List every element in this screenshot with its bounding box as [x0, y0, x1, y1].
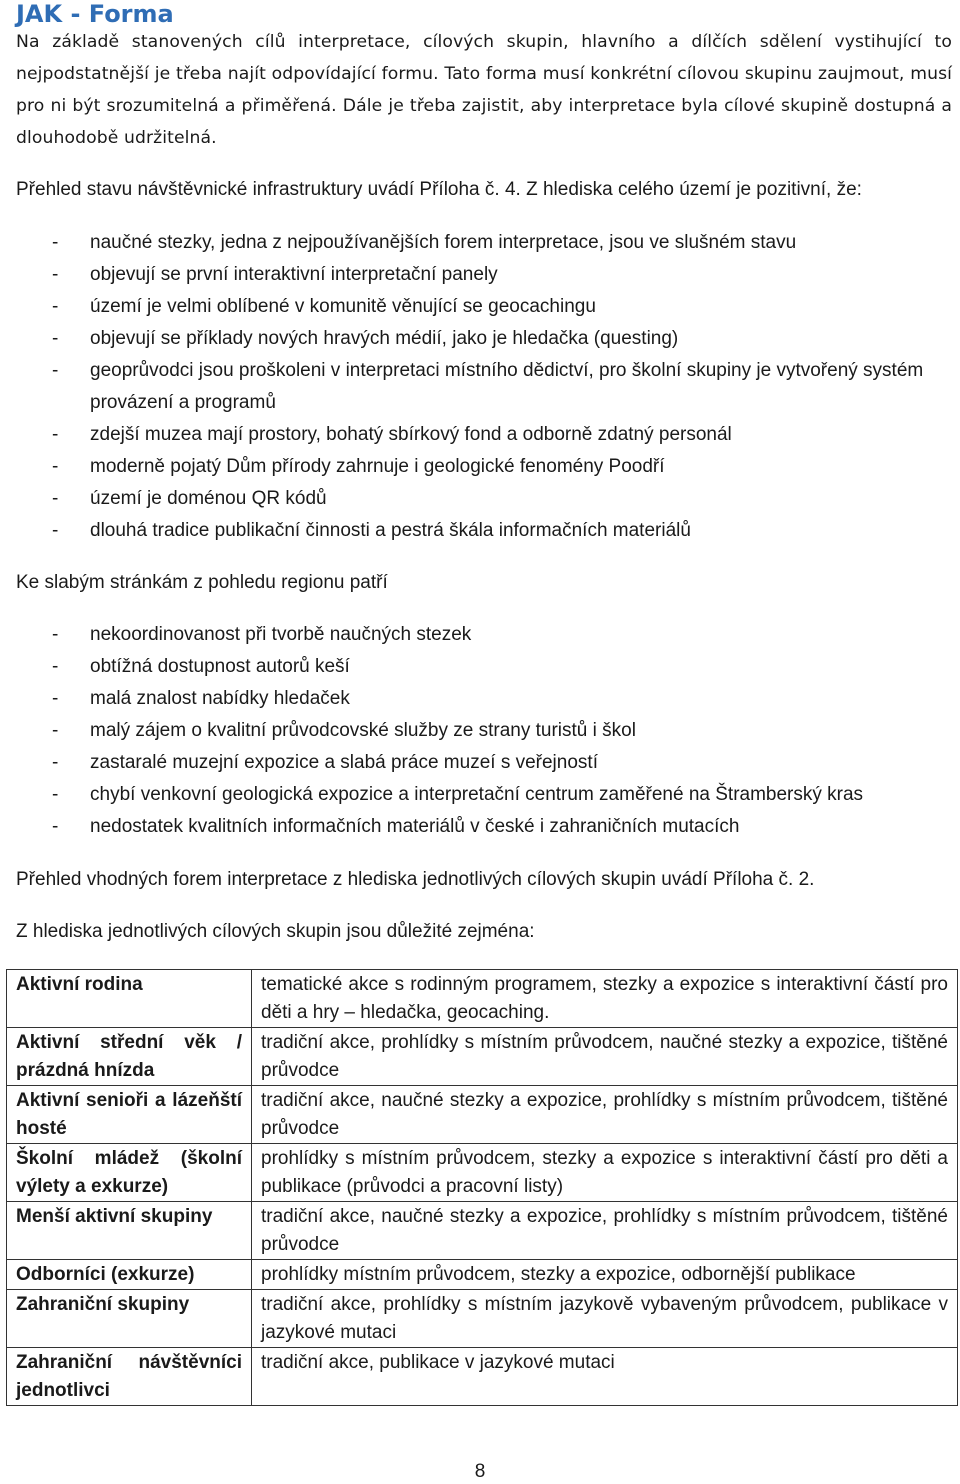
list-item	[16, 419, 956, 451]
dash-bullet: -	[52, 752, 59, 773]
strengths-list	[16, 227, 956, 547]
interpretation-forms-cell: prohlídky místním průvodcem, stezky a expozice, odbornější publikace	[252, 1260, 958, 1290]
overview-paragraph: Přehled stavu návštěvnické infrastruktury uvádí Příloha č. 4. Z hlediska celého území je pozitivní, že:	[16, 179, 862, 200]
list-item-text: nekoordinovanost při tvorbě naučných stezek	[90, 624, 472, 645]
list-item	[16, 683, 956, 715]
list-item	[16, 227, 956, 259]
list-item	[16, 747, 956, 779]
weaknesses-list	[16, 619, 956, 843]
list-item-text: nedostatek kvalitních informačních materiálů v české i zahraničních mutacích	[90, 816, 740, 837]
list-item-text: malá znalost nabídky hledaček	[90, 688, 350, 709]
dash-bullet: -	[52, 488, 59, 509]
dash-bullet: -	[52, 296, 59, 317]
list-item	[16, 651, 956, 683]
list-item-text: naučné stezky, jedna z nejpoužívanějších forem interpretace, jsou ve slušném stavu	[90, 232, 797, 253]
dash-bullet: -	[52, 424, 59, 445]
weaknesses-intro: Ke slabým stránkám z pohledu regionu patří	[16, 572, 388, 593]
target-group-cell: Menší aktivní skupiny	[7, 1202, 252, 1260]
list-item	[16, 259, 956, 291]
dash-bullet: -	[52, 624, 59, 645]
target-group-cell: Aktivní rodina	[7, 970, 252, 1028]
table-row	[7, 1144, 958, 1202]
table-row	[7, 1260, 958, 1290]
list-item	[16, 291, 956, 323]
list-item-text: moderně pojatý Dům přírody zahrnuje i geologické fenomény Poodří	[90, 456, 665, 477]
table-row	[7, 1290, 958, 1348]
dash-bullet: -	[52, 784, 59, 805]
list-item-text: malý zájem o kvalitní průvodcovské služby ze strany turistů i škol	[90, 720, 636, 741]
target-group-cell: Odborníci (exkurze)	[7, 1260, 252, 1290]
dash-bullet: -	[52, 232, 59, 253]
dash-bullet: -	[52, 688, 59, 709]
list-item	[16, 515, 956, 547]
list-item	[16, 779, 956, 811]
target-groups-table	[6, 969, 958, 1406]
list-item	[16, 619, 956, 651]
intro-paragraph: Na základě stanovených cílů interpretace, cílových skupin, hlavního a dílčích sdělení vystihující to nejpodstatnější je třeba najít odpovídající formu. Tato forma musí konkrétní cílovou skupinu zaujmout, musí pro ni být srozumitelná a přiměřená. Dále je třeba zajistit, aby interpretace byla cílové skupině dostupná a dlouhodobě udržitelná.	[16, 32, 952, 148]
interpretation-forms-cell: prohlídky s místním průvodcem, stezky a expozice s interaktivní částí pro děti a publikace (průvodci a pracovní listy)	[252, 1144, 958, 1202]
list-item-text: dlouhá tradice publikační činnosti a pestrá škála informačních materiálů	[90, 520, 691, 541]
groups-intro-paragraph: Z hlediska jednotlivých cílových skupin jsou důležité zejména:	[16, 921, 535, 942]
target-group-cell: Školní mládež (školní výlety a exkurze)	[7, 1144, 252, 1202]
dash-bullet: -	[52, 264, 59, 285]
table-row	[7, 1202, 958, 1260]
dash-bullet: -	[52, 328, 59, 349]
table-row	[7, 1348, 958, 1406]
dash-bullet: -	[52, 816, 59, 837]
list-item-text: chybí venkovní geologická expozice a interpretační centrum zaměřené na Štramberský kras	[90, 784, 864, 805]
target-group-cell: Aktivní senioři a lázeňští hosté	[7, 1086, 252, 1144]
list-item-text: území je doménou QR kódů	[90, 488, 327, 509]
target-group-cell: Aktivní střední věk / prázdná hnízda	[7, 1028, 252, 1086]
dash-bullet: -	[52, 456, 59, 477]
dash-bullet: -	[52, 360, 59, 381]
dash-bullet: -	[52, 520, 59, 541]
dash-bullet: -	[52, 720, 59, 741]
list-item-text: obtížná dostupnost autorů keší	[90, 656, 350, 677]
list-item	[16, 483, 956, 515]
list-item	[16, 715, 956, 747]
list-item-text: objevují se první interaktivní interpretační panely	[90, 264, 498, 285]
target-group-cell: Zahraniční návštěvníci jednotlivci	[7, 1348, 252, 1406]
interpretation-forms-cell: tradiční akce, prohlídky s místním jazykově vybaveným průvodcem, publikace v jazykové mutaci	[252, 1290, 958, 1348]
list-item	[16, 811, 956, 843]
interpretation-forms-cell: tradiční akce, publikace v jazykové mutaci	[252, 1348, 958, 1406]
list-item-text: území je velmi oblíbené v komunitě věnující se geocachingu	[90, 296, 596, 317]
list-item	[16, 323, 956, 355]
list-item-text: zdejší muzea mají prostory, bohatý sbírkový fond a odborně zdatný personál	[90, 424, 732, 445]
list-item	[16, 355, 956, 419]
list-item-text: objevují se příklady nových hravých médií, jako je hledačka (questing)	[90, 328, 679, 349]
list-item-text: zastaralé muzejní expozice a slabá práce muzeí s veřejností	[90, 752, 598, 773]
interpretation-forms-cell: tradiční akce, naučné stezky a expozice, prohlídky s místním průvodcem, tištěné průvodce	[252, 1202, 958, 1260]
interpretation-forms-cell: tematické akce s rodinným programem, stezky a expozice s interaktivní částí pro děti a hry – hledačka, geocaching.	[252, 970, 958, 1028]
list-item	[16, 451, 956, 483]
table-row	[7, 970, 958, 1028]
list-item-text: geoprůvodci jsou proškoleni v interpretaci místního dědictví, pro školní skupiny je vytvořený systém provázení a programů	[90, 360, 924, 413]
table-row	[7, 1086, 958, 1144]
table-row	[7, 1028, 958, 1086]
forms-overview-paragraph: Přehled vhodných forem interpretace z hlediska jednotlivých cílových skupin uvádí Příloha č. 2.	[16, 869, 815, 890]
section-heading: JAK - Forma	[16, 0, 174, 28]
target-group-cell: Zahraniční skupiny	[7, 1290, 252, 1348]
page-number: 8	[474, 1461, 486, 1482]
interpretation-forms-cell: tradiční akce, prohlídky s místním průvodcem, naučné stezky a expozice, tištěné průvodce	[252, 1028, 958, 1086]
dash-bullet: -	[52, 656, 59, 677]
interpretation-forms-cell: tradiční akce, naučné stezky a expozice, prohlídky s místním průvodcem, tištěné průvodce	[252, 1086, 958, 1144]
